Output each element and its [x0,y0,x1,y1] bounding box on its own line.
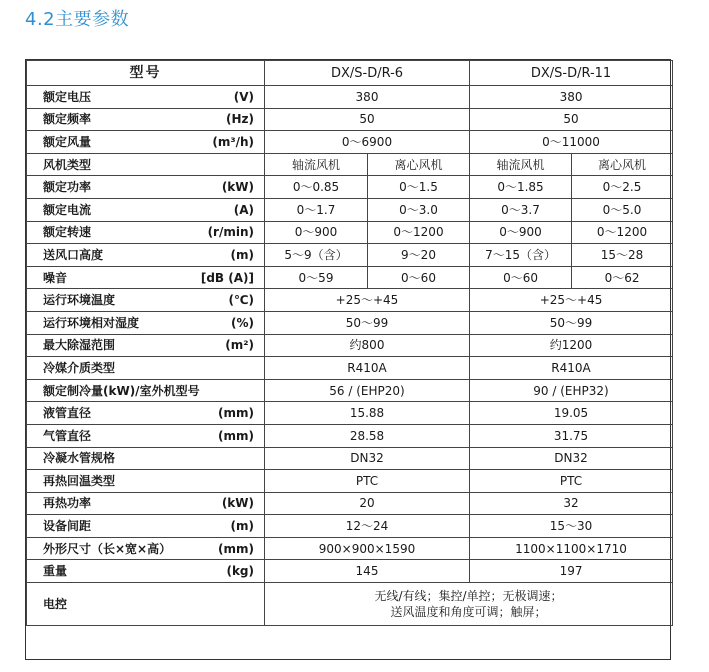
parameter-unit: (mm) [218,541,254,556]
table-row [27,334,673,357]
parameter-table [26,60,673,626]
control-row [27,583,673,626]
value-cell: 0～1.85 [470,176,572,199]
value-cell-m11: R410A [470,357,673,380]
value-cell-m11: 1100×1100×1710 [470,537,673,560]
row-label [27,470,265,493]
value-cell-m6: 145 [265,560,470,583]
control-label: 电控 [27,583,265,626]
table-row [27,289,673,312]
value-cell-m6: 50 [265,108,470,131]
value-cell-m11: 380 [470,86,673,109]
value-cell: 0～1200 [368,221,470,244]
table-row [27,311,673,334]
value-cell-m6: 20 [265,492,470,515]
table-row [27,266,673,289]
parameter-name: 额定风量 [43,134,92,149]
row-label [27,311,265,334]
parameter-unit: (mm) [218,428,254,443]
model-name-11: DX/S-D/R-11 [470,61,673,86]
row-label [27,198,265,221]
value-cell-m6: +25～+45 [265,289,470,312]
value-cell: 0～900 [265,221,368,244]
parameter-name: 风机类型 [43,157,92,172]
value-cell-m11: 32 [470,492,673,515]
control-line-1: 无线/有线；集控/单控；无极调速； [374,588,563,603]
table-row [27,357,673,380]
row-label [27,108,265,131]
parameter-name: 设备间距 [43,519,92,534]
parameter-name: 额定制冷量(kW)/室外机型号 [43,383,200,398]
table-row [27,221,673,244]
table-row [27,86,673,109]
value-cell-m11: 50 [470,108,673,131]
parameter-unit: (A) [233,202,254,217]
row-label [27,153,265,176]
table-row [27,447,673,470]
value-cell-m6: R410A [265,357,470,380]
parameter-unit: (m) [230,519,254,534]
control-value [265,583,673,626]
parameter-name: 送风口高度 [43,247,104,262]
table-row [27,560,673,583]
value-cell: 轴流风机 [265,153,368,176]
value-cell: 0～1.7 [265,198,368,221]
row-label [27,289,265,312]
parameter-unit: (℃) [228,293,254,308]
parameter-unit: [dB (A)] [200,270,254,285]
value-cell-m11: PTC [470,470,673,493]
value-cell: 离心风机 [368,153,470,176]
parameter-unit: (r/min) [207,225,254,240]
parameter-name: 额定电流 [43,202,92,217]
parameter-unit: (Hz) [226,112,254,127]
value-cell-m11: +25～+45 [470,289,673,312]
row-label [27,334,265,357]
parameter-name: 额定电压 [43,89,92,104]
value-cell: 0～3.7 [470,198,572,221]
parameter-name: 额定频率 [43,112,92,127]
parameter-unit: (kW) [221,180,254,195]
row-label [27,402,265,425]
row-label [27,131,265,154]
value-cell-m6: 15.88 [265,402,470,425]
row-label [27,86,265,109]
parameter-name: 外形尺寸（长×宽×高） [43,541,172,556]
table-row [27,131,673,154]
value-cell: 0～0.85 [265,176,368,199]
value-cell: 0～5.0 [572,198,673,221]
row-label [27,244,265,267]
value-cell: 0～3.0 [368,198,470,221]
value-cell-m6: 12～24 [265,515,470,538]
parameter-unit: (V) [233,89,254,104]
table-row [27,176,673,199]
row-label [27,492,265,515]
value-cell: 0～60 [368,266,470,289]
value-cell: 0～60 [470,266,572,289]
value-cell: 0～59 [265,266,368,289]
table-row [27,379,673,402]
value-cell-m11: DN32 [470,447,673,470]
model-label: 型号 [27,61,265,86]
value-cell: 轴流风机 [470,153,572,176]
row-label [27,424,265,447]
value-cell: 0～1200 [572,221,673,244]
table-row [27,402,673,425]
value-cell-m6: 50～99 [265,311,470,334]
value-cell: 15～28 [572,244,673,267]
row-label [27,176,265,199]
parameter-name: 运行环境相对湿度 [43,315,140,330]
parameter-name: 重量 [43,564,68,579]
value-cell-m6: 28.58 [265,424,470,447]
value-cell-m11: 15～30 [470,515,673,538]
row-label [27,447,265,470]
table-row [27,492,673,515]
parameter-name: 冷媒介质类型 [43,360,116,375]
parameter-name: 冷凝水管规格 [43,451,116,466]
value-cell: 7～15（含） [470,244,572,267]
value-cell: 5～9（含） [265,244,368,267]
section-title: 4.2主要参数 [25,9,130,30]
parameter-table-frame [25,59,671,660]
row-label [27,266,265,289]
parameter-name: 再热功率 [43,496,92,511]
value-cell: 离心风机 [572,153,673,176]
parameter-name: 最大除湿范围 [43,338,116,353]
parameter-unit: (m³/h) [212,134,254,149]
parameter-name: 额定转速 [43,225,92,240]
parameter-name: 液管直径 [43,406,92,421]
value-cell: 0～2.5 [572,176,673,199]
control-line-2: 送风温度和角度可调；触屏； [390,605,547,620]
value-cell: 0～62 [572,266,673,289]
parameter-unit: (%) [231,315,254,330]
parameter-name: 气管直径 [43,428,92,443]
table-row [27,515,673,538]
value-cell-m6: 56 / (EHP20) [265,379,470,402]
row-label [27,537,265,560]
row-label [27,221,265,244]
table-row [27,470,673,493]
model-name-6: DX/S-D/R-6 [265,61,470,86]
row-label [27,560,265,583]
value-cell: 0～900 [470,221,572,244]
value-cell-m11: 90 / (EHP32) [470,379,673,402]
table-row [27,153,673,176]
parameter-name: 再热回温类型 [43,473,116,488]
value-cell-m6: 900×900×1590 [265,537,470,560]
table-row [27,424,673,447]
value-cell-m11: 19.05 [470,402,673,425]
value-cell-m11: 197 [470,560,673,583]
value-cell: 9～20 [368,244,470,267]
value-cell-m11: 50～99 [470,311,673,334]
parameter-unit: (kW) [221,496,254,511]
value-cell-m6: 380 [265,86,470,109]
parameter-unit: (mm) [218,406,254,421]
table-row [27,108,673,131]
parameter-unit: (m) [230,247,254,262]
value-cell-m11: 0～11000 [470,131,673,154]
row-label [27,357,265,380]
row-label [27,379,265,402]
parameter-unit: (m²) [225,338,254,353]
value-cell-m6: 0～6900 [265,131,470,154]
value-cell-m11: 31.75 [470,424,673,447]
table-row [27,537,673,560]
table-row [27,198,673,221]
parameter-name: 运行环境温度 [43,293,116,308]
table-header-row [27,61,673,86]
parameter-name: 额定功率 [43,180,92,195]
table-row [27,244,673,267]
parameter-name: 噪音 [43,270,68,285]
row-label [27,515,265,538]
value-cell-m6: DN32 [265,447,470,470]
parameter-unit: (kg) [226,564,254,579]
value-cell-m11: 约1200 [470,334,673,357]
value-cell-m6: PTC [265,470,470,493]
value-cell: 0～1.5 [368,176,470,199]
value-cell-m6: 约800 [265,334,470,357]
